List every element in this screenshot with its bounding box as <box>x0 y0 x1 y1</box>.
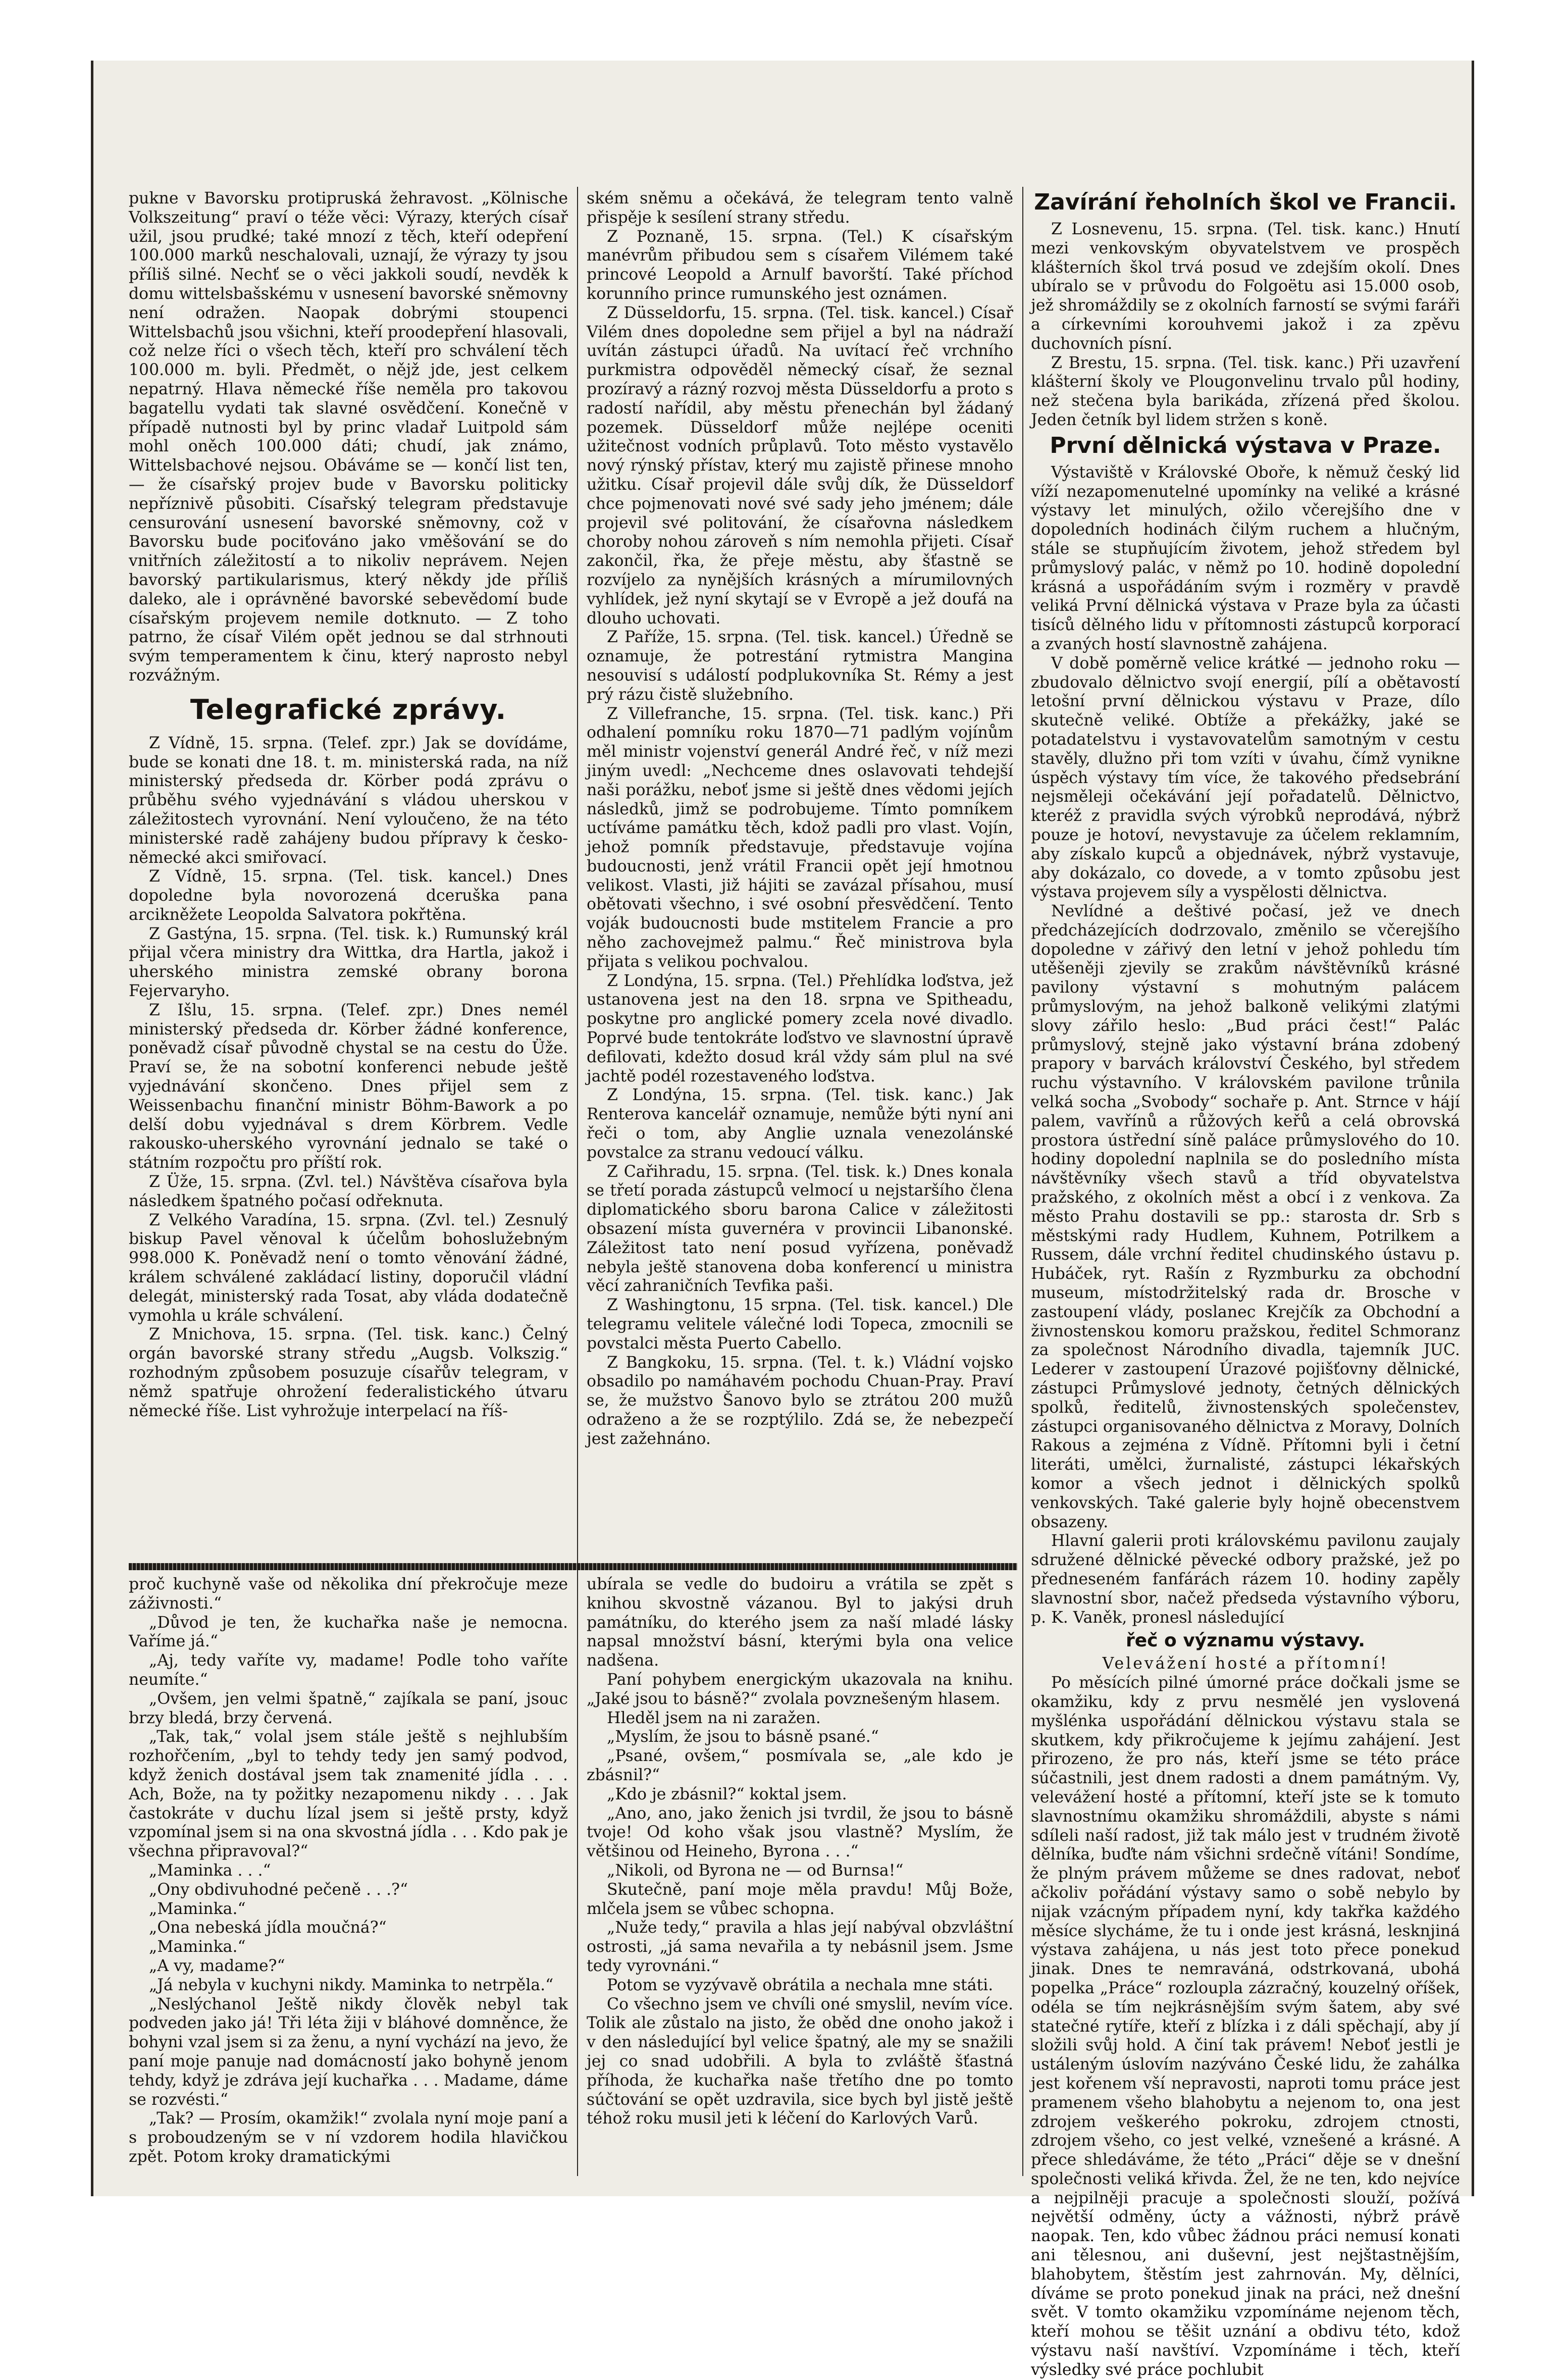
feuilleton-paragraph: „Důvod je ten, že kuchařka naše je nemocna. Vaříme já.“ <box>129 1613 568 1651</box>
feuilleton-paragraph: „Maminka.“ <box>149 1938 246 1956</box>
feuilleton-paragraph: „Nikoli, od Byrona ne — od Burnsa!“ <box>607 1861 904 1880</box>
telegram-item: Z Brestu, 15. srpna. (Tel. tisk. kanc.) Při uzavření klášterní školy ve Plougonvelinu trvalo půl hodiny, než stečena byla barikáda, zřízená před školou. Jeden četník byl lidem stržen s koně. <box>1031 353 1460 429</box>
telegram-item: Z Düsseldorfu, 15. srpna. (Tel. tisk. kancel.) Císař Vilém dnes dopoledne sem přijel a byl na nádraží uvítán zástupci úřadů. Na uvítací řeč vrchního purkmistra odpověděl německý císař, že seznal prozíravý a rázný rozvoj města Düsseldorfu a proto s radostí nařídil, aby městu přenechán byl žádaný pozemek. Düsseldorf může nejlépe oceniti užitečnost vodních průplavů. Toto město vystavělo nový rýnský přístav, který mu zajistě přinese mnoho užitku. Císař projevil dále svůj dík, že Düsseldorf chce pojmenovati nové své sady jeho jménem; dále projevil své politování, že císařovna následkem choroby nohou zároveň s ním nemohla přijeti. Císař zakončil, řka, že přeje městu, aby šťastně se rozvíjelo za nynějších krásných a mírumilovných vyhlídek, jež nyní skytají se v Evropě a jež doufá na dlouho uchovati. <box>587 303 1013 628</box>
feuilleton-paragraph: „Ony obdivuhodné pečeně . . .?“ <box>149 1880 408 1899</box>
telegram-item: Z Washingtonu, 15 srpna. (Tel. tisk. kancel.) Dle telegramu velitele válečné lodi Topeca, zmocnili se povstalci města Puerto Cabello. <box>587 1296 1013 1353</box>
feuilleton-paragraph: Potom se vyzývavě obrátila a nechala mne státi. <box>607 1976 994 1994</box>
feuilleton-paragraph: Skutečně, paní moje měla pravdu! Můj Bože, mlčela jsem se vůbec schopna. <box>587 1880 1013 1918</box>
telegram-item: Z Paříže, 15. srpna. (Tel. tisk. kancel.) Úředně se oznamuje, že potrestání rytmistra Mangina nesouvisí s událostí podplukovníka St. Rémy a jest prý rázu čistě služebního. <box>587 628 1013 704</box>
speech-paragraph: Po měsících pilné úmorné práce dočkali jsme se okamžiku, kdy z prvu nesmělé jen vyslovená myšlénka uspořádání dělnickou výstavu stala se skutkem, kdy přikročujeme k jejímu zahájení. Jest přirozeno, že pro nás, kteří jsme se této práce súčastnili, jest dnem radosti a dnem památným. Vy, velevážení hosté a přítomní, kteří jste se k tomuto slavnostnímu okamžiku shromáždili, abyste s námi sdíleli naší radost, již tak málo jest v trudném životě dělníka, buďte nám všichni srdečně vítáni! Sondíme, že plným právem můžeme se dnes radovat, neboť ačkoliv pořádání výstavy samo o sobě nebylo by nijak vzácným případem nyní, kdy takřka každého měsíce slycháme, že tu i onde jest krásná, lesknjiná výstava zahájena, u nás jest toto přece ponekud jinak. Dnes te nemraváná, odstrkovaná, ubohá popelka „Práce“ rozloupla zázračný, kouzelný oříšek, odéla se tím nejkrásnějším svým šatem, aby své statečné rytíře, kteří z blízka i z dáli spěchají, aby jí složili svůj hold. A činí tak právem! Neboť jestli je ustáleným úslovím nazýváno České lidu, že zahálka jest kořenem vší nepravosti, naproti tomu práce jest pramenem všeho blahobytu a nejenom to, ona jest zdrojem veškerého pokroku, zdrojem ctnosti, zdrojem všeho, co jest velké, vznešené a krásné. A přece shledáváme, že této „Práci“ děje se v dnešní společnosti veliká křivda. Žel, že ne ten, kdo nejvíce a nejpilněji pracuje a společnosti slouží, požívá největší odměny, úcty a vážnosti, nýbrž právě naopak. Ten, kdo vůbec žádnou práci nemusí konati ani tělesnou, ani duševní, jest nejštastnějším, blahobytem, štěstím jest zahrnován. My, dělníci, díváme se proto ponekud jinak na práci, než dnešní svět. V tomto okamžiku vzpomínáme nejenom těch, kteří mohou se těšit uznání a obdivu této, kdož výstavu naší navštíví. Vzpomínáme i těch, kteří výsledky své práce pochlubit <box>1031 1674 1460 2379</box>
heading-speech: řeč o významu výstavy. <box>1126 1630 1365 1651</box>
article-paragraph: Výstaviště v Královské Oboře, k němuž český lid víží nezapomenutelné upomínky na veliké a krásné výstavy let minulých, ožilo včerejšího dne v dopoledních hodinách čilým ruchem a hlučným, stále se stupňujícím životem, jehož středem byl průmyslový palác, v němž po 10. hodině dopolední krásná a uspořádáním svým i rozměry v pravdě veliká První dělnická výstava v Praze byla za účasti tisíců dělného lidu v přítomnosti zástupců korporací a zvaných hostí slavnostně zahájena. <box>1031 463 1460 653</box>
telegram-item: Z Londýna, 15. srpna. (Tel.) Přehlídka loďstva, jež ustanovena jest na den 18. srpna ve Spitheadu, poskytne pro anglické pomery zcela nové divadlo. Poprvé bude tentokráte loďstvo ve slavnostní úpravě defilovati, kdežto dosud král vždy sám plul na své jachtě podél rozestaveného loďstva. <box>587 971 1013 1085</box>
column-1-lead-article <box>129 189 568 686</box>
column-1 <box>129 189 568 1559</box>
feuilleton-column-right <box>587 1575 1013 2176</box>
telegram-item: Z Mnichova, 15. srpna. (Tel. tisk. kanc.) Čelný orgán bavorské strany středu „Augsb. Volkszig.“ rozhodným způsobem posuzuje císařův telegram, v němž spatřuje ohrožení federalistického útvaru německé říše. List vyhrožuje interpelací na říš- <box>129 1325 568 1420</box>
feuilleton-paragraph: Co všechno jsem ve chvíli oné smyslil, nevím více. Tolik ale zůstalo na jisto, že oběd dne onoho jakož i v den následující byl velice špatný, ale my se snažili jej co snad udobřili. A byla to zvláště šťastná příhoda, že kuchařka naše třetího dne po tomto súčtování se opět uzdravila, sice bych byl jistě ještě téhož roku musil jeti k léčení do Karlových Varů. <box>587 1995 1013 2128</box>
telegram-item: ském sněmu a očekává, že telegram tento valně přispěje k sesílení strany středu. <box>587 189 1013 227</box>
feuilleton-paragraph: „Nuže tedy,“ pravila a hlas její nabýval obzvláštní ostrosti, „já sama nevařila a ty nebásnil jsem. Jsme tedy vyrovnáni.“ <box>587 1919 1013 1975</box>
feuilleton-column-left <box>129 1575 568 2176</box>
column-rule <box>1022 187 1023 2176</box>
telegram-item: Z Londýna, 15. srpna. (Tel. tisk. kanc.) Jak Renterova kancelář oznamuje, nemůže býti nyní ani řeči o tom, aby Anglie uznala venezolánské povstalce za stranu vedoucí válku. <box>587 1086 1013 1162</box>
page-edge-right <box>1472 61 1474 2196</box>
column-2 <box>587 189 1013 1559</box>
feuilleton-paragraph: „Ovšem, jen velmi špatně,“ zajíkala se paní, jsouc brzy bledá, brzy červená. <box>129 1689 568 1727</box>
telegram-item: Z Bangkoku, 15. srpna. (Tel. t. k.) Vládní vojsko obsadilo po namáhavém pochodu Chuan-Pray. Praví se, že mužstvo Šanovo bylo se ztrátou 200 mužů odraženo a že se rozptýlilo. Zdá se, že nebezpečí jest zažehnáno. <box>587 1353 1013 1448</box>
article-paragraph: Nevlídné a deštivé počasí, jež ve dnech předcházejících dodrzovalo, změnilo se včerejšího dopoledne v zářivý den letní v jehož pohledu tím utěšeněji zjevily se zrakům návštěvníků krásné pavilony výstavní s mohutným palácem průmyslovým, na jehož balkoně velikými zlatými slovy zářilo heslo: „Bud práci čest!“ Palác průmyslový, stejně jako výstavní brána zdobený prapory v barvách království Českého, byl středem ruchu výstavního. V královském pavilone trůnila velká socha „Svobody“ sochaře p. Ant. Strnce v hájí palem, vavřínů a růžových keřů a celá obrovská prostora ústřední síně paláce průmyslového do 10. hodiny dopolední naplnila se do posledního místa návštěvníky všech stavů a tříd obyvatelstva pražského, z okolních měst a obcí i z venkova. Za město Prahu dostavili se pp.: starosta dr. Srb s městskými rady Hudlem, Kuhnem, Potrilkem a Russem, dále vrchní ředitel chudinského ústavu p. Hubáček, ryt. Rašín z Ryzmburku za obchodní museum, místodržitelský rada dr. Brosche v zastoupení vlády, poslanec Krejčík za Obchodní a živnostenskou komoru pražskou, ředitel Schmoranz za společnost Národního divadla, tajemník JUC. Lederer v zastoupení Úrazové pojišťovny dělnické, zástupci Průmyslové jednoty, četných dělnických spolků, ředitelů, živnostenských společenstev, zástupci organisovaného dělnictva z Moravy, Dolních Rakous a zejména z Vídně. Přítomni byli i četní literáti, umělci, žurnalisté, zástupci lékařských komor a všech jednot i dělnických spolků venkovských. Také galerie byly hojně obecenstvem obsazeny. <box>1031 902 1460 1531</box>
telegram-item: Z Losnevenu, 15. srpna. (Tel. tisk. kanc.) Hnutí mezi venkovským obyvatelstvem ve prospěch klášterních škol trvá posud ve zdejším okolí. Dnes ubíralo se v průvodu do Folgoëtu asi 15.000 osob, jež shromáždily se z okolních farností se svými faráři a církevními korouhvemi jakož i za zpěvu duchovních písní. <box>1031 220 1460 353</box>
feuilleton-paragraph: „Neslýchanol Ještě nikdy člověk nebyl tak podveden jako já! Tři léta žiji v bláhové domněnce, že bohyni vzal jsem si za ženu, a nyní vychází na jevo, že paní moje panuje nad domácností jako bohyně jenom tehdy, když je zdráva její kuchařka . . . Madame, dáme se rozvésti.“ <box>129 1995 568 2109</box>
feuilleton-paragraph: „Ona nebeská jídla moučná?“ <box>149 1919 387 1937</box>
telegram-item: Z Vídně, 15. srpna. (Telef. zpr.) Jak se dovídáme, bude se konati dne 18. t. m. ministerská rada, na níž ministerský předseda dr. Körber podá zprávu o průběhu svého vyjednávání s vládou uherskou v záležitostech vyrovnání. Není vyloučeno, že na této ministerské radě zahájeny budou přípravy k česko-německé akci smiřovací. <box>129 734 568 867</box>
feuilleton-paragraph: proč kuchyně vaše od několika dní překročuje meze záživnosti.“ <box>129 1575 568 1613</box>
telegram-item: Z Išlu, 15. srpna. (Telef. zpr.) Dnes nemél ministerský předseda dr. Körber žádné konference, poněvadž císař původně chystal se na cestu do Üže. Praví se, že na sobotní konferenci nebude ještě vyjednávání skončeno. Dnes přijel sem z Weissenbachu finanční ministr Böhm-Bawork a po delší dobu vyjednával s drem Körbrem. Vedle rakousko-uherského vyrovnání jednalo se také o státním rozpočtu pro příští rok. <box>129 1001 568 1172</box>
feuilleton-paragraph: Hleděl jsem na ni zaražen. <box>607 1709 821 1727</box>
heading-workers-exhibition: První dělnická výstava v Praze. <box>1050 432 1441 458</box>
telegram-item: Z Poznaně, 15. srpna. (Tel.) K císařským manévrům přibudou sem s císařem Vilémem také princové Leopold a Arnulf bavorští. Také příchod korunního prince rumunského jest oznámen. <box>587 227 1013 303</box>
feuilleton-paragraph: „Kdo je zbásnil?“ koktal jsem. <box>607 1785 847 1803</box>
speech-greeting: Velevážení hosté a přítomní! <box>1102 1654 1389 1673</box>
feuilleton-paragraph: „Psané, ovšem,“ posmívala se, „ale kdo je zbásnil?“ <box>587 1747 1013 1784</box>
feuilleton-paragraph: „Maminka.“ <box>149 1899 246 1918</box>
heading-school-closures: Zavírání řeholních škol ve Francii. <box>1034 189 1457 215</box>
telegram-item: Z Üže, 15. srpna. (Zvl. tel.) Návštěva císařova byla následkem špatného počasí odřeknuta. <box>129 1173 568 1210</box>
column-3 <box>1031 187 1460 2379</box>
feuilleton-divider <box>129 1563 1017 1570</box>
telegram-item: Z Villefranche, 15. srpna. (Tel. tisk. kanc.) Při odhalení pomníku roku 1870—71 padlým vojínům měl ministr vojenství generál André řeč, v níž mezi jiným uvedl: „Nechceme dnes oslavovati tehdejší naši porážku, neboť jsme si ještě dnes vědomi jejích následků, jimž se podrobujeme. Tímto pomníkem uctíváme památku těch, kdož padli pro vlast. Vojín, jehož pomník představuje, představuje vojína budoucnosti, jenž vrátil Francii opět její hmotnou velikost. Vlasti, již hájiti se zavázal přísahou, musí obětovati všechno, i své osobní přesvědčení. Tento voják budoucnosti bude mstitelem Francie a pro něho zachovejmež palmu.“ Řeč ministrova byla přijata s velikou pochvalou. <box>587 704 1013 971</box>
feuilleton-paragraph: „Tak, tak,“ volal jsem stále ještě s nejhlubším rozhořčením, „byl to tehdy tedy jen samý podvod, když ženich dostával jsem tak znamenité jídla . . . Ach, Bože, na ty požitky nezapomenu nikdy . . . Jak častokráte v duchu lízal jsem si ještě prsty, když vzpomínal jsem si na ona skvostná jídla . . . Kdo pak je všechna připravoval?“ <box>129 1728 568 1861</box>
feuilleton-paragraph: „Maminka . . .“ <box>149 1861 271 1880</box>
feuilleton-paragraph: „Ano, ano, jako ženich jsi tvrdil, že jsou to básně tvoje! Od koho však jsou vlastně? Myslím, že většinou od Heineho, Byrona . . .“ <box>587 1804 1013 1861</box>
section-heading-telegrams: Telegrafické zprávy. <box>190 693 507 726</box>
article-paragraph: Hlavní galerii proti královskému pavilonu zaujaly sdružené dělnické pěvecké odbory pražské, jež po předneseném fanfárách rázem 10. hodiny zapěly slavnostní sbor, načež předseda výstavního výboru, p. K. Vaněk, pronesl následující <box>1031 1532 1460 1627</box>
telegram-item: Z Cařihradu, 15. srpna. (Tel. tisk. k.) Dnes konala se třetí porada zástupců velmocí u nejstaršího člena diplomatického sboru barona Calice v záležitosti obsazení místa guvernéra v provincii Libanonské. Záležitost tato není posud vyřízena, poněvadž nebyla ještě stanovena doba konferencí u ministra věcí zahraničních Tevfika paši. <box>587 1162 1013 1296</box>
newspaper-page <box>91 61 1474 2379</box>
feuilleton-paragraph: „Aj, tedy vaříte vy, madame! Podle toho vaříte neumíte.“ <box>129 1651 568 1689</box>
article-paragraph: V době poměrně velice krátké — jednoho roku — zbudovalo dělnictvo svojí energií, pílí a obětavostí letošní první dělnickou výstavu v Praze, dílo skutečně veliké. Obtíže a překážky, jaké se potadatelstvu i vystavovatelům samotným v cestu stavěly, dlužno při tom vzíti v úvahu, čímž vynikne úspěch výstavy tím více, že takového předsebrání nejsměleji očekávání její pořadatelů. Dělnictvo, kteréž z pravidla svých výrobků neprodává, nýbrž pouze je hotoví, nevystavuje za účelem reklamním, aby získalo kupců a objednávek, nýbrž vystavuje, aby dokázalo, co dovede, a v tomto způsobu jest výstava projevem síly a vyspělosti dělnictva. <box>1031 654 1460 902</box>
feuilleton-paragraph: „Já nebyla v kuchyni nikdy. Maminka to netrpěla.“ <box>149 1976 554 1994</box>
feuilleton-paragraph: Paní pohybem energickým ukazovala na knihu. „Jaké jsou to básně?“ zvolala povznešeným hlasem. <box>587 1670 1013 1708</box>
telegram-item: Z Velkého Varadína, 15. srpna. (Zvl. tel.) Zesnulý biskup Pavel věnoval k účelům bohoslužebným 998.000 K. Poněvadž není o tomto věnování žádné, králem schválené zakládací listiny, doporučil vládní delegát, ministerský rada Tosat, aby vláda dodatečně vymohla u krále schválení. <box>129 1211 568 1325</box>
feuilleton-paragraph: „Tak? — Prosím, okamžik!“ zvolala nyní moje paní a s proboudzeným se v ní vzdorem hodila hlavičkou zpět. Potom kroky dramatickými <box>129 2109 568 2166</box>
telegram-item: Z Gastýna, 15. srpna. (Tel. tisk. k.) Rumunský král přijal včera ministry dra Wittka, dra Hartla, jakož i uherského ministra zemské obrany borona Fejervaryho. <box>129 924 568 1001</box>
page-edge-left <box>91 61 93 2196</box>
telegram-list <box>129 734 568 1421</box>
feuilleton-paragraph: „Myslím, že jsou to básně psané.“ <box>607 1728 879 1746</box>
feuilleton-paragraph: „A vy, madame?“ <box>149 1956 285 1975</box>
feuilleton-paragraph: ubírala se vedle do budoiru a vrátila se zpět s knihou skvostně vázanou. Byl to jakýsi druh památníku, do kterého jsem za naší mladé lásky napsal množství básní, kterými byla ona velice nadšena. <box>587 1575 1013 1670</box>
article-paragraph: pukne v Bavorsku protipruská žehravost. „Kölnische Volkszeitung“ praví o téže věci: Výrazy, kterých císař užil, jsou prudké; také mnozí z těch, kteří odepření 100.000 marků neschalovali, uznají, že výrazy ty jsou příliš silné. Nechť se o věci jakkoli soudí, nevděk k domu wittelsbašskému v usnesení bavorské sněmovny není odražen. Naopak dobrými stoupenci Wittelsbachů jsou všichni, kteří proodepření hlasovali, což nelze říci o všech těch, kteří pro schválení těch 100.000 m. byli. Předmět, o nějž jde, jest celkem nepatrný. Hlava německé říše neměla pro takovou bagatellu vydati tak slavné osvědčení. Konečně v případě nutnosti byl by princ vladař Luitpold sám mohl oněch 100.000 dáti; chudí, jak známo, Wittelsbachové nejsou. Obáváme se — končí list ten, — že císařský projev bude v Bavorsku politicky nepříznivě působiti. Císařský telegram představuje censurování usnesení bavorské sněmovny, což v Bavorsku bude pociťováno jako vměšování se do vnitřních záležitostí a to nikoliv neprávem. Nejen bavorský partikularismus, který někdy jde příliš daleko, ale i oprávněné bavorské sebevědomí bude císařským projevem nemile dotknuto. — Z toho patrno, že císař Vilém opět jednou se dal strhnouti svým temperamentem k činu, který naprosto nebyl rozvážným. <box>129 189 568 685</box>
column-rule <box>577 187 578 2176</box>
telegram-item: Z Vídně, 15. srpna. (Tel. tisk. kancel.) Dnes dopoledne byla novorozená dceruška pana arcikněžete Leopolda Salvatora pokřtěna. <box>129 867 568 924</box>
